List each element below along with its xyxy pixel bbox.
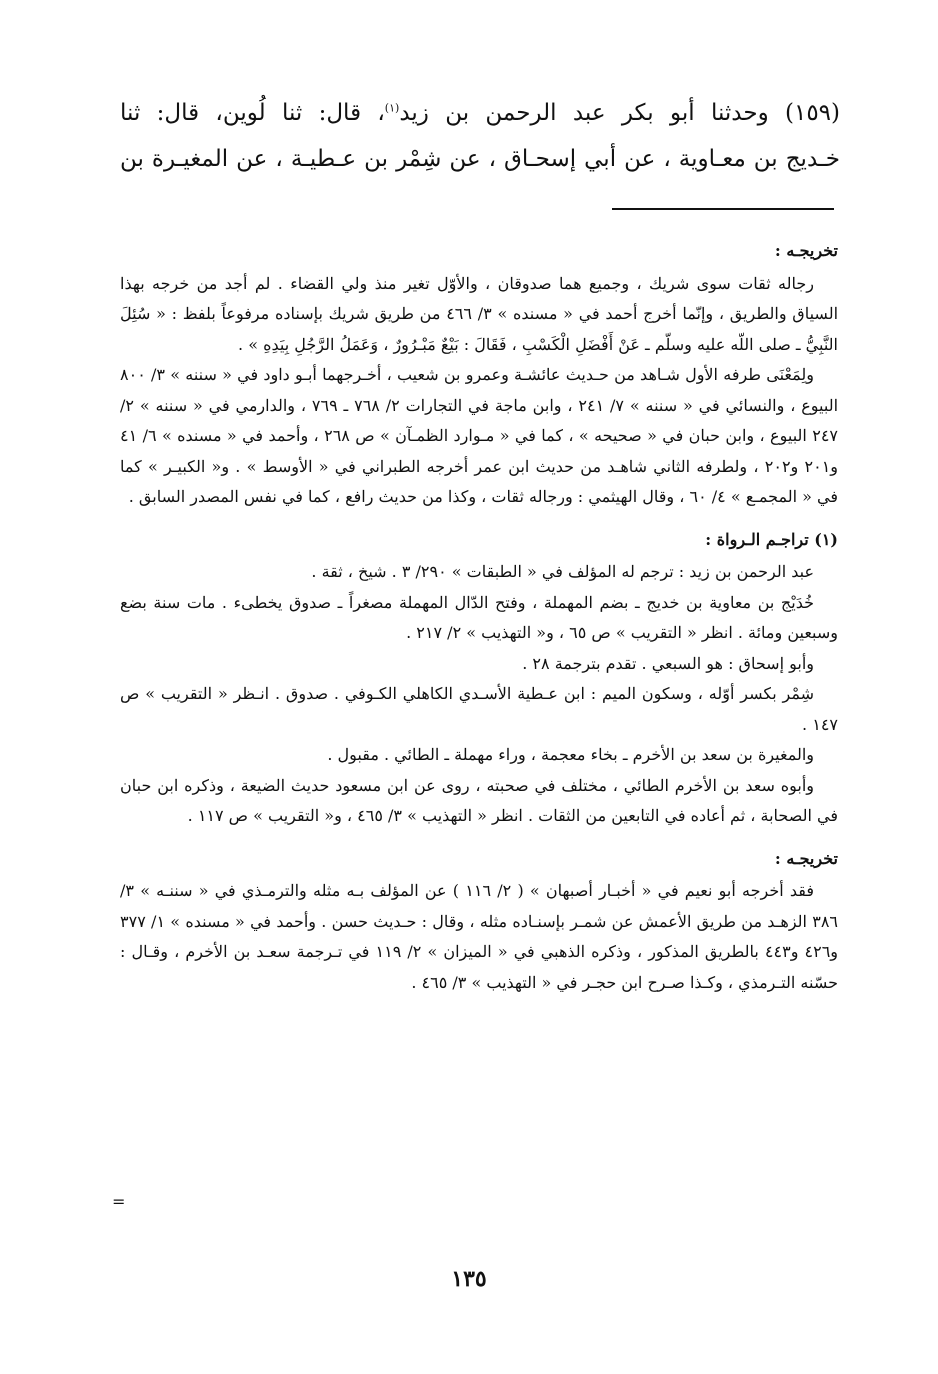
- spacer: [120, 832, 838, 844]
- narrator-saad: وأبوه سعد بن الأخرم الطائي ، مختلف في صحبته ، روى عن ابن مسعود حديث الضيعة ، وذكره ابن حبان في الصحابة ، ثم أعاده في التابعين من الثقات . انظر « التهذيب » ٣/ ٤٦٥ ، و« التقريب » ص ١١٧ .: [120, 775, 838, 825]
- hadith-text: [120, 90, 840, 182]
- footnote-separator: [612, 208, 834, 210]
- hadith-line-1: [120, 90, 840, 136]
- takhrij-heading-2: تخريجـه :: [774, 848, 838, 868]
- spacer: [120, 513, 838, 525]
- takhrij2-paragraph-1: فقد أخرجه أبو نعيم في « أخبـار أصبهان » ( ٢/ ١١٦ ) عن المؤلف بـه مثله والترمـذي في « سننـه » ٣/ ٣٨٦ الزهـد من طريق الأعمش عن شمـر بإسنـاده مثله ، وقال : حـديث حسن . وأحمد في « مسنده » ١/ ٣٧٧ و٤٢٦ و٤٤٣ بالطريق المذكور ، وذكره الذهبي في « الميزان » ٢/ ١١٩ في تـرجمة سعـد بن الأخرم ، وقـال : حسّنه التـرمذي ، وكـذا صـرح ابن حجـر في « التهذيب » ٣/ ٤٦٥ .: [120, 881, 839, 992]
- narrator-shimr: شِمْر بكسر أوّله ، وسكون الميم : ابن عـطية الأسـدي الكاهلي الكـوفي . صدوق . انـظر « التقريب » ص ١٤٧ .: [120, 684, 838, 734]
- continuation-mark: =: [112, 1192, 126, 1211]
- page-number: ١٣٥: [451, 1266, 487, 1292]
- takhrij1-paragraph-1: رجاله ثقات سوى شريك ، وجميع هما صدوقان ، والأوّل تغير منذ ولي القضاء . لم أجد من خرجه بهذا السياق والطريق ، وإنّما أخرج أحمد في « مسنده » ٣/ ٤٦٦ من طريق شريك بإسناده مرفوعاً بلفظ : « سُئِلَ النَّبِيُّ ـ صلى اللّه عليه وسلّم ـ عَنْ أَفْضَلِ الْكَسْبِ ، فَقَالَ : بَيْعٌ مَبْـرُورٌ ، وَعَمَلُ الرَّجُلِ بِيَدِهِ » .: [120, 273, 839, 354]
- hadith-line-1-start: (١٥٩) وحدثنا أبو بكر عبد الرحمن بن زيد: [399, 100, 841, 126]
- narrator-abdulrahman: عبد الرحمن بن زيد : ترجم له المؤلف في « الطبقات » ٢٩٠/ ٣ . شيخ ، ثقة .: [311, 562, 814, 581]
- narrator-abu-ishaq: وأبو إسحاق : هو السبعي . تقدم بترجمة ٢٨ .: [522, 653, 814, 673]
- hadith-line-1-end: ، قال: ثنا لُوين، قال: ثنا: [120, 100, 385, 126]
- narrators-heading: (١) تراجـم الـرواة :: [705, 529, 838, 549]
- takhrij1-paragraph-2: ولِمَعْنَى طرفه الأول شـاهد من حـديث عائشـة وعمرو بن شعيب ، أخـرجهما أبـو داود في « سننه » ٣/ ٨٠٠ البيوع ، والنسائي في « سننه » ٧/ ٢٤١ ، وابن ماجة في التجارات ٢/ ٧٦٨ ـ ٧٦٩ ، والدارمي في « سننه » ٢/ ٢٤٧ البيوع ، وابن حبان في « صحيحه » ، كما في « مـوارد الظمـآن » ص ٢٦٨ ، وأحمد في « مسنده » ٦/ ٤١ و٢٠١ و٢٠٢ ، ولطرفه الثاني شاهـد من حديث ابن عمر أخرجه الطبراني في « الأوسط » . و« الكبيـر » كما في « المجمـع » ٤/ ٦٠ ، وقال الهيثمي : ورجاله ثقات ، وكذا من حديث رافع ، كما في نفس المصدر السابق .: [120, 365, 839, 506]
- takhrij-heading-1: تخريجـه :: [774, 241, 838, 260]
- narrator-mughira: والمغيرة بن سعد بن الأخرم ـ بخاء معجمة ، وراء مهملة ـ الطائي . مقبول .: [327, 745, 814, 764]
- hadith-line-2: خـديج بن معـاوية ، عن أبي إسحـاق ، عن شِمْر بن عـطيـة ، عن المغيـرة بن: [120, 146, 840, 172]
- footnotes: [120, 236, 838, 998]
- narrator-khudaij: خُدَيْج بن معاوية بن خديج ـ بضم المهملة ، وفتح الدّال المهملة مصغراً ـ صدوق يخطىء . مات سنة بضع وسبعين ومائة . انظر « التقريب » ص ٦٥ ، و« التهذيب » ٢/ ٢١٧ .: [120, 592, 838, 642]
- footnote-reference: (١): [384, 101, 400, 115]
